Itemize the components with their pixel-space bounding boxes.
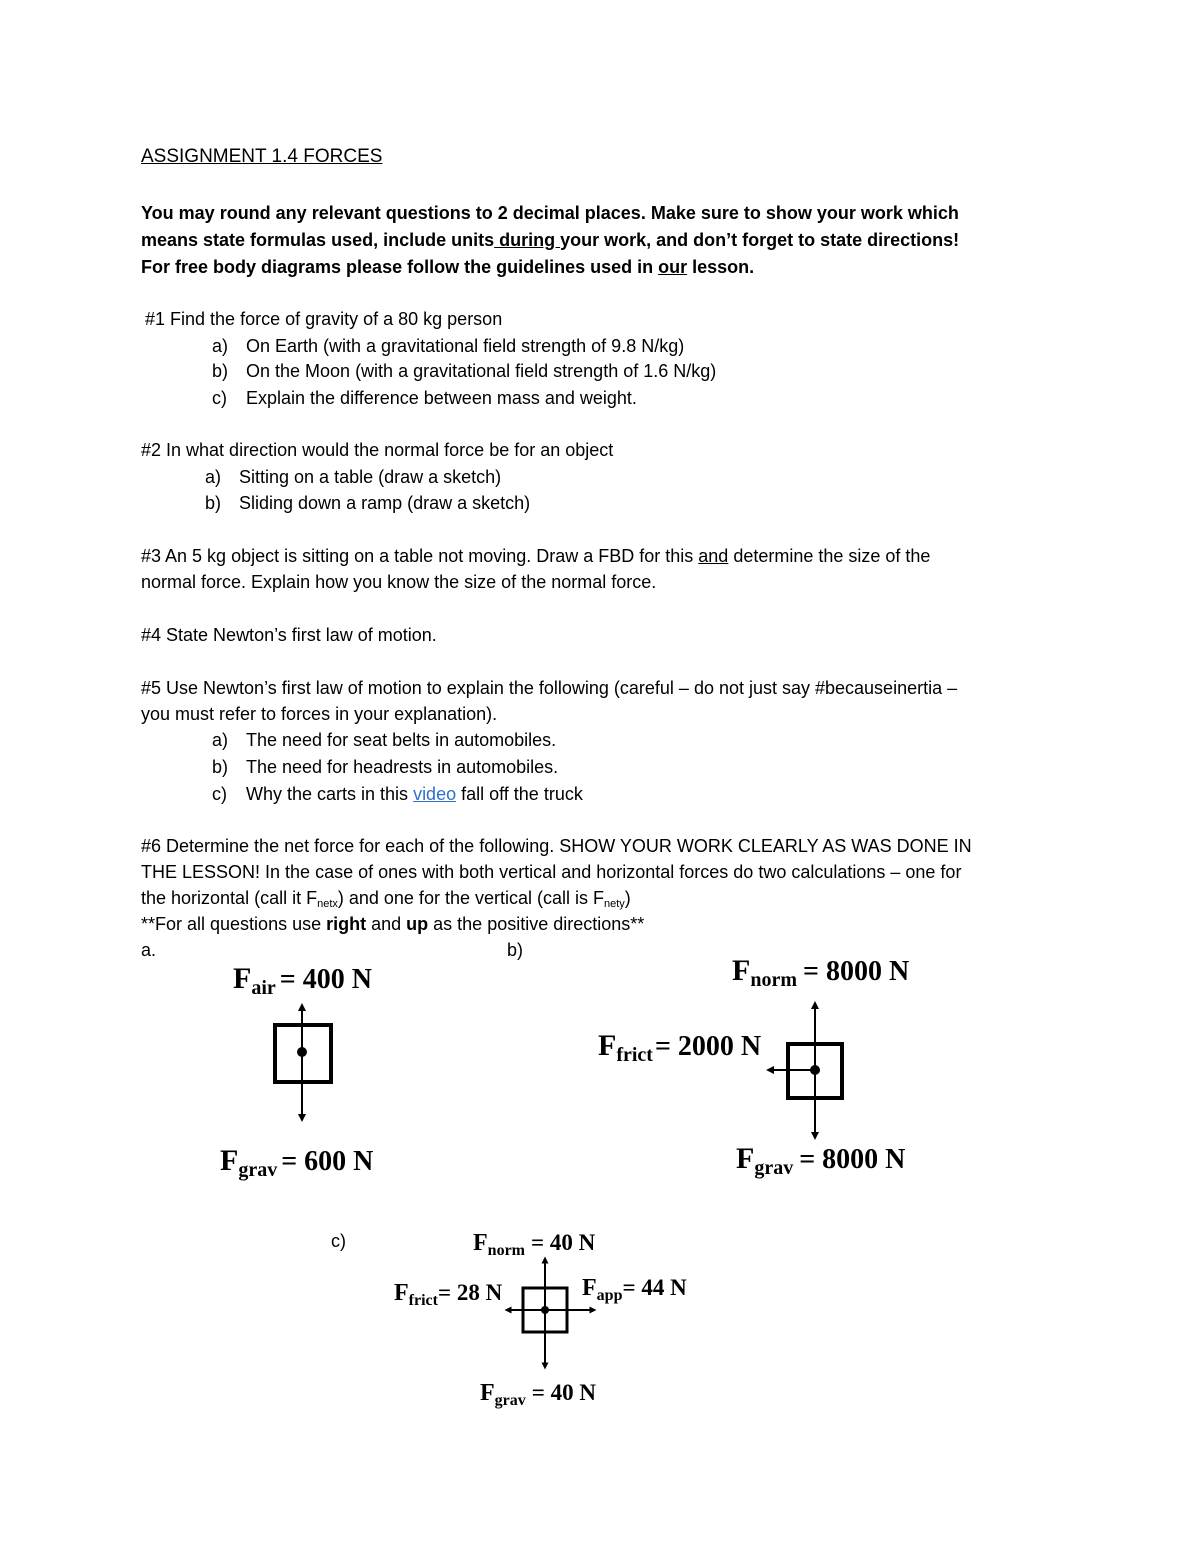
q1-a-label: a): [212, 336, 229, 356]
q2-b-label: b): [205, 493, 222, 513]
q2-item-b: [205, 492, 530, 514]
q6-line-4: [141, 913, 644, 935]
q6-line-3-mid: ) and one for the vertical (call is F: [337, 888, 604, 908]
assignment-title: ASSIGNMENT 1.4 FORCES: [141, 146, 383, 167]
q5-b-label: b): [212, 757, 229, 777]
q1-item-a: [212, 335, 684, 357]
fbd-a-top-label: $F_{air} = 400$ N: [233, 962, 372, 999]
q6-line-4-and: and: [366, 914, 407, 934]
intro-line-3-rest: lesson.: [687, 257, 755, 277]
q6-line-4-rest: as the positive directions**: [428, 914, 645, 934]
fbd-a-center-dot: [297, 1047, 307, 1057]
q1-c-label: c): [212, 388, 227, 408]
q1-item-c: [212, 387, 637, 409]
fbd-a-bottom-label: $F_{grav} = 600$ N: [220, 1144, 374, 1181]
q5-a-label: a): [212, 730, 229, 750]
diagram-a-label: a.: [141, 940, 157, 960]
fnetx-subscript: netx: [317, 897, 338, 910]
fbd-diagram-a: [200, 955, 430, 1185]
fbd-c-bottom-label: $F_{grav} = 40$ N: [480, 1380, 596, 1409]
q5-item-b: [212, 756, 558, 778]
intro-line-3: [141, 256, 754, 278]
right-bold: right: [326, 914, 367, 934]
q3-line-1-text: #3 An 5 kg object is sitting on a table not moving. Draw a FBD for this: [141, 546, 699, 566]
q6-line-3-text: the horizontal (call it F: [141, 888, 318, 908]
q1-text: #1 Find the force of gravity of a 80 kg person: [145, 309, 503, 329]
fbd-c-left-label: $F_{frict}= 28$ N: [394, 1280, 503, 1309]
q5-c-rest: fall off the truck: [456, 784, 583, 804]
q5-item-a: [212, 729, 556, 751]
q5-item-c: [212, 783, 583, 805]
q2-text: #2 In what direction would the normal force be for an object: [141, 440, 614, 460]
q1-c-text: Explain the difference between mass and weight.: [246, 388, 637, 408]
q2-b-text: Sliding down a ramp (draw a sketch): [239, 493, 531, 513]
q5-c-text: Why the carts in this: [246, 784, 414, 804]
video-link[interactable]: video: [413, 784, 457, 804]
fbd-diagram-c: [390, 1220, 720, 1420]
fnety-subscript: nety: [603, 897, 625, 910]
q5-a-text: The need for seat belts in automobiles.: [246, 730, 557, 750]
diagram-c-label: c): [331, 1231, 346, 1251]
q6-line-3-end: ): [624, 888, 631, 908]
q2-item-a: [205, 466, 501, 488]
q1-b-text: On the Moon (with a gravitational field strength of 1.6 N/kg): [246, 361, 717, 381]
q4-text: #4 State Newton’s first law of motion.: [141, 625, 437, 645]
fbd-b-top-label: $F_{norm} = 8000$ N: [732, 954, 910, 991]
q3-line-1: [141, 545, 930, 567]
intro-line-2: [141, 229, 959, 251]
intro-line-3-text: For free body diagrams please follow the guidelines used in: [141, 257, 659, 277]
q6-line-1: #6 Determine the net force for each of the following. SHOW YOUR WORK CLEARLY AS WAS DONE IN: [141, 836, 972, 856]
q5-line-1: #5 Use Newton’s first law of motion to explain the following (careful – do not just say #becauseinertia –: [141, 678, 958, 698]
fbd-diagram-b: [590, 950, 950, 1190]
intro-line-2-rest: your work, and don’t forget to state directions!: [560, 230, 960, 250]
intro-line-2-text: means state formulas used, include units: [141, 230, 495, 250]
q6-line-4-text: **For all questions use: [141, 914, 327, 934]
q3-line-1-rest: determine the size of the: [728, 546, 931, 566]
q2-a-label: a): [205, 467, 222, 487]
intro-line-1: You may round any relevant questions to 2 decimal places. Make sure to show your work which: [141, 203, 959, 223]
q3-and-underlined: and: [698, 546, 729, 566]
fbd-c-right-label: $F_{app}= 44$ N: [582, 1275, 687, 1304]
q2-a-text: Sitting on a table (draw a sketch): [239, 467, 502, 487]
fbd-b-bottom-label: $F_{grav} = 8000$ N: [736, 1142, 906, 1179]
q6-line-2: THE LESSON! In the case of ones with both vertical and horizontal forces do two calculations – one for: [141, 862, 962, 882]
q6-line-3: [141, 887, 631, 915]
q3-line-2: normal force. Explain how you know the size of the normal force.: [141, 572, 657, 592]
q5-b-text: The need for headrests in automobiles.: [246, 757, 559, 777]
q1-b-label: b): [212, 361, 229, 381]
diagram-b-label: b): [507, 940, 524, 960]
fbd-c-center-dot: [541, 1306, 549, 1314]
q1-a-text: On Earth (with a gravitational field strength of 9.8 N/kg): [246, 336, 685, 356]
fbd-b-left-label: $F_{frict}= 2000$ N: [598, 1029, 762, 1066]
intro-during-underlined: during: [494, 230, 561, 250]
fbd-c-top-label: $F_{norm} = 40$ N: [473, 1230, 596, 1259]
q1-item-b: [212, 360, 716, 382]
q5-line-2: you must refer to forces in your explanation).: [141, 704, 498, 724]
up-bold: up: [406, 914, 429, 934]
fbd-b-center-dot: [810, 1065, 820, 1075]
intro-our-underlined: our: [658, 257, 688, 277]
q5-c-label: c): [212, 784, 227, 804]
